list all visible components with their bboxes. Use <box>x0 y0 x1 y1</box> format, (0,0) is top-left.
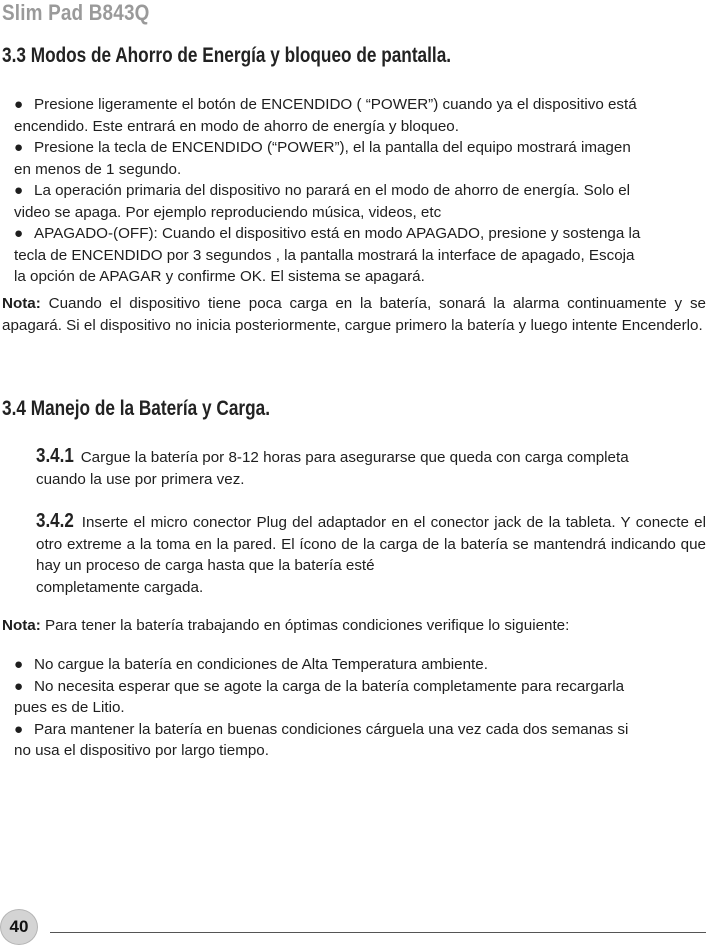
subsection-number: 3.4.2 <box>36 510 74 532</box>
bullet-text: encendido. Este entrará en modo de ahorro de energía y bloqueo. <box>14 117 459 135</box>
list-item <box>14 137 704 180</box>
bullet-text: la opción de APAGAR y confirme OK. El sistema se apagará. <box>14 268 425 285</box>
subsection-text: Inserte el micro conector Plug del adaptador en el conector jack de la tableta. Y conecte el otro extreme a la toma en la pared. El ícono de la carga de la batería se mantendrá indicando que hay un proceso de carga hasta que la batería esté <box>36 514 706 574</box>
list-item <box>14 180 704 223</box>
page-number: 40 <box>9 917 29 936</box>
bullet-text: La operación primaria del dispositivo no parará en el modo de ahorro de energía. Solo el <box>34 182 631 199</box>
list-item <box>14 676 704 719</box>
note-label: Nota: <box>2 617 41 634</box>
bullet-text: pues es de Litio. <box>14 699 125 716</box>
list-item <box>14 94 704 137</box>
subsection-text: Cargue la batería por 8-12 horas para asegurarse que queda con carga completa <box>80 449 629 466</box>
subsection-number: 3.4.1 <box>36 445 74 467</box>
note-text: Para tener la batería trabajando en óptimas condiciones verifique lo siguiente: <box>45 617 570 634</box>
bullet-text: tecla de ENCENDIDO por 3 segundos , la pantalla mostrará la interface de apagado, Escoja <box>14 246 635 264</box>
bullet-icon: ● <box>14 182 24 199</box>
subsection-3-4-2 <box>36 511 706 598</box>
list-item <box>14 719 704 762</box>
bullet-text: No necesita esperar que se agote la carga de la batería completamente para recargarla <box>34 677 625 695</box>
page-number-badge <box>0 909 38 945</box>
bullet-text: APAGADO-(OFF): Cuando el dispositivo está en modo APAGADO, presione y sostenga la <box>34 225 641 242</box>
section-3-4-bullet-list <box>14 654 704 762</box>
list-item <box>14 654 704 676</box>
bullet-icon: ● <box>14 656 24 673</box>
note-label: Nota: <box>2 295 41 312</box>
bullet-text: Presione la tecla de ENCENDIDO (“POWER”), el la pantalla del equipo mostrará imagen <box>34 139 631 156</box>
section-3-3-note <box>2 293 706 336</box>
subsection-3-4-1 <box>36 446 706 490</box>
subsection-text: completamente cargada. <box>36 578 204 596</box>
subsection-text: cuando la use por primera vez. <box>36 470 245 488</box>
bullet-icon: ● <box>14 720 24 738</box>
bullet-icon: ● <box>14 677 24 695</box>
footer-divider <box>50 932 706 933</box>
note-text: Cuando el dispositivo tiene poca carga en la batería, sonará la alarma continuamente y se apagará. Si el dispositivo no inicia posteriormente, cargue primero la batería y luego intente Encenderlo. <box>2 295 706 334</box>
bullet-icon: ● <box>14 139 24 156</box>
bullet-icon: ● <box>14 96 24 113</box>
bullet-icon: ● <box>14 225 24 242</box>
bullet-text: Presione ligeramente el botón de ENCENDIDO ( “POWER”) cuando ya el dispositivo está <box>34 96 637 113</box>
section-3-3-heading: 3.3 Modos de Ahorro de Energía y bloqueo de pantalla. <box>2 44 452 67</box>
bullet-text: No cargue la batería en condiciones de Alta Temperatura ambiente. <box>34 656 488 673</box>
section-3-3-bullet-list <box>14 94 704 288</box>
section-3-4-note <box>2 615 706 637</box>
document-header-title: Slim Pad B843Q <box>2 0 150 25</box>
list-item <box>14 223 704 288</box>
bullet-text: Para mantener la batería en buenas condiciones cárguela una vez cada dos semanas si <box>34 720 629 738</box>
section-3-4-heading: 3.4 Manejo de la Batería y Carga. <box>2 397 270 420</box>
bullet-text: no usa el dispositivo por largo tiempo. <box>14 742 269 759</box>
bullet-text: video se apaga. Por ejemplo reproduciendo música, videos, etc <box>14 203 442 221</box>
bullet-text: en menos de 1 segundo. <box>14 160 182 178</box>
